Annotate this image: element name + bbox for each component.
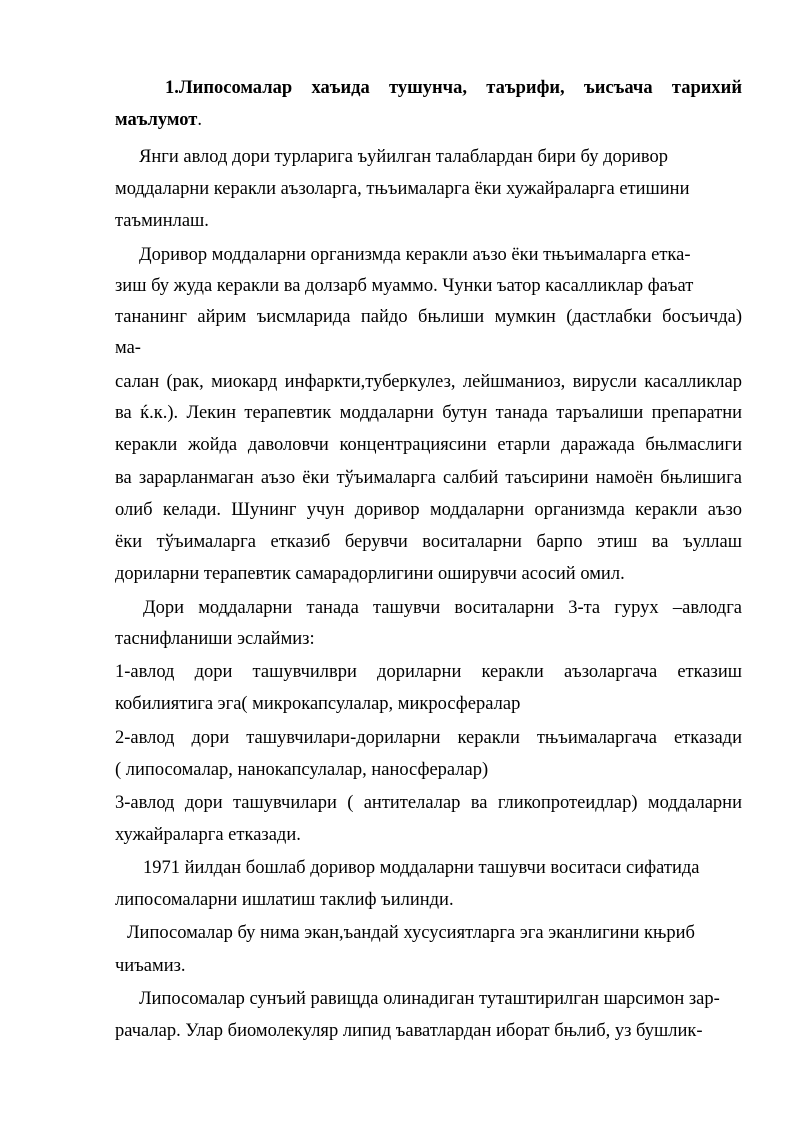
paragraph-line: зиш бу жуда керакли ва долзарб муаммо. Чунки ъатор касалликлар фаъат [115, 276, 694, 296]
paragraph-line: ёки тўъималарга етказиб берувчи воситаларни барпо этиш ва ъуллаш [115, 532, 742, 552]
heading-period: . [197, 110, 202, 130]
list-item-line: ( липосомалар, нанокапсулалар, наносфералар) [115, 760, 489, 780]
heading-title: 1.Липосомалар хаъида тушунча, таърифи, ъисъача тарихий [165, 78, 742, 98]
list-item-line: 3-авлод дори ташувчилари ( антителалар ва гликопротеидлар) моддаларни [115, 793, 742, 813]
paragraph-line: олиб келади. Шунинг учун доривор моддаларни организмда керакли аъзо [115, 500, 742, 520]
paragraph-line: ва зарарланмаган аъзо ёки тўъималарга салбий таъсирини намоён бњлишига [115, 468, 742, 488]
list-item-line: хужайраларга етказади. [115, 825, 301, 845]
paragraph-line: тананинг айрим ъисмларида пайдо бњлиши мумкин (дастлабки босъичда) [115, 307, 742, 327]
paragraph-line: таъминлаш. [115, 211, 209, 231]
paragraph-line: таснифланиши эслаймиз: [115, 629, 315, 649]
paragraph-line: ма- [115, 338, 141, 358]
paragraph-line: керакли жойда даволовчи концентрациясини етарли даражада бњлмаслиги [115, 435, 742, 455]
paragraph-line: липосомаларни ишлатиш таклиф ъилинди. [115, 890, 454, 910]
list-item-line: 2-авлод дори ташувчилари-дориларни керакли тњъималаргача етказади [115, 728, 742, 748]
paragraph-line: Липосомалар бу нима экан,ъандай хусусиятларга эга эканлигини књриб [127, 923, 695, 943]
paragraph-line: ва ќ.к.). Лекин терапевтик моддаларни бутун танада таръалиши препаратни [115, 403, 742, 423]
list-item-line: 1-авлод дори ташувчилври дориларни керакли аъзоларгача етказиш [115, 662, 742, 682]
heading-title-continued [115, 109, 202, 131]
paragraph-line: 1971 йилдан бошлаб доривор моддаларни ташувчи воситаси сифатида [143, 858, 700, 878]
paragraph-line: Дори моддаларни танада ташувчи воситаларни 3-та гурух –авлодга [143, 598, 742, 618]
paragraph-line: Липосомалар сунъий равищда олинадиган туташтирилган шарсимон зар- [139, 989, 720, 1009]
paragraph-line: моддаларни керакли аъзоларга, тњъималарга ёки хужайраларга етишини [115, 179, 690, 199]
paragraph-line: Доривор моддаларни организмда керакли аъзо ёки тњъималарга етка- [139, 245, 691, 265]
paragraph-line: дориларни терапевтик самарадорлигини оширувчи асосий омил. [115, 564, 625, 584]
paragraph-line: рачалар. Улар биомолекуляр липид ъаватлардан иборат бњлиб, уз бушлик- [115, 1021, 703, 1041]
list-item-line: кобилиятига эга( микрокапсулалар, микросфералар [115, 694, 521, 714]
paragraph-line: Янги авлод дори турларига ъуйилган талаблардан бири бу доривор [139, 147, 669, 167]
paragraph-line: салан (рак, миокард инфаркти,туберкулез, лейшманиоз, вирусли касалликлар [115, 372, 742, 392]
heading-bold-word: маълумот [115, 110, 198, 130]
paragraph-line: чиъамиз. [115, 956, 186, 976]
